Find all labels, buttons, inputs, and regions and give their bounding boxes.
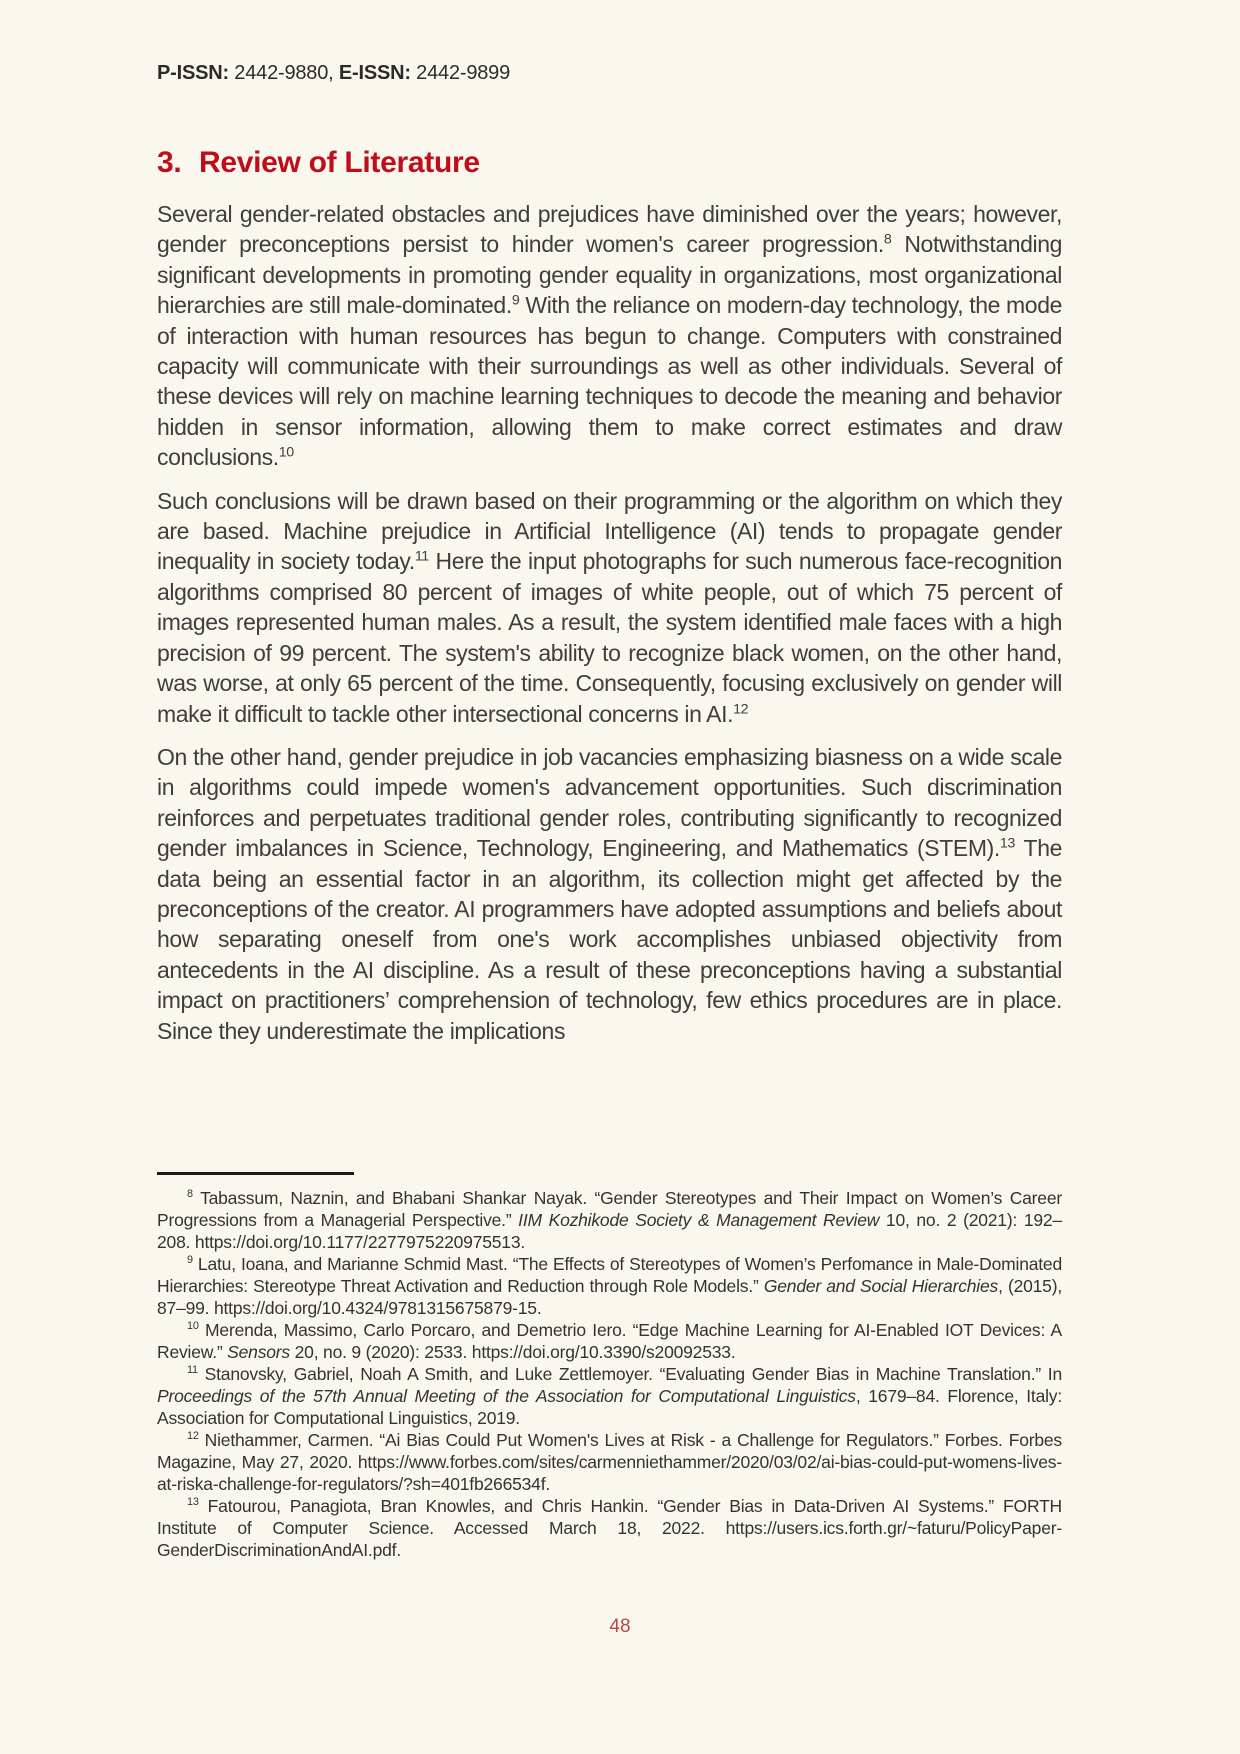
footnotes [157, 1187, 1062, 1561]
paragraph-2: Such conclusions will be drawn based on their programming or the algorithm on which they are based. Machine prejudice in Artificial Intelligence (AI) tends to propagate gender inequality in society today.$^{11}$ Here the input photographs for such numerous face-recognition algorithms comprised 80 percent of images of white people, out of which 75 percent of images represented human males. As a result, the system identified male faces with a high precision of 99 percent. The system's ability to recognize black women, on the other hand, was worse, at only 65 percent of the time. Consequently, focusing exclusively on gender will make it difficult to tackle other intersectional concerns in AI.$^{12}$ [157, 487, 1062, 727]
paragraph-3: On the other hand, gender prejudice in job vacancies emphasizing biasness on a wide scale in algorithms could impede women's advancement opportunities. Such discrimination reinforces and perpetuates traditional gender roles, contributing significantly to recognized gender imbalances in Science, Technology, Engineering, and Mathematics (STEM).$^{13}$ The data being an essential factor in an algorithm, its collection might get affected by the preconceptions of the creator. AI programmers have adopted assumptions and beliefs about how separating oneself from one's work accomplishes unbiased objectivity from antecedents in the AI discipline. As a result of these preconceptions having a substantial impact on practitioners’ comprehension of technology, few ethics procedures are in place. Since they underestimate the implications [157, 743, 1062, 1044]
footnote-12: $^{12}$ Niethammer, Carmen. “Ai Bias Could Put Women's Lives at Risk - a Challenge for Regulators.” Forbes. Forbes Magazine, May 27, 2020. https://www.forbes.com/sites/carmenniethammer/2020/03/02/ai-bias-could-put-womens-lives-at-riska-challenge-for-regulators/?sh=401fb266534f. [157, 1430, 1062, 1494]
section-title: Review of Literature [199, 146, 480, 179]
paragraph-1: Several gender-related obstacles and prejudices have diminished over the years; however, gender preconceptions persist to hinder women's career progression.$^8$ Notwithstanding significant developments in promoting gender equality in organizations, most organizational hierarchies are still male-dominated.$^9$ With the reliance on modern-day technology, the mode of interaction with human resources has begun to change. Computers with constrained capacity will communicate with their surroundings as well as other individuals. Several of these devices will rely on machine learning techniques to decode the meaning and behavior hidden in sensor information, allowing them to make correct estimates and draw conclusions.$^{10}$ [157, 201, 1062, 471]
footnote-10: $^{10}$ Merenda, Massimo, Carlo Porcaro, and Demetrio Iero. “Edge Machine Learning for AI-Enabled IOT Devices: A Review.” Sensors 20, no. 9 (2020): 2533. https://doi.org/10.3390/s20092533. [157, 1320, 1062, 1362]
page-number: 48 [609, 1616, 631, 1637]
footnote-8: $^8$ Tabassum, Naznin, and Bhabani Shankar Nayak. “Gender Stereotypes and Their Impact on Women’s Career Progressions from a Managerial Perspective.” IIM Kozhikode Society & Management Review 10, no. 2 (2021): 192–208. https://doi.org/10.1177/2277975220975513. [157, 1188, 1062, 1252]
footnote-separator [157, 1172, 354, 1175]
footnote-13: $^{13}$ Fatourou, Panagiota, Bran Knowles, and Chris Hankin. “Gender Bias in Data-Driven AI Systems.” FORTH Institute of Computer Science. Accessed March 18, 2022. https://users.ics.forth.gr/~faturu/PolicyPaper-GenderDiscriminationAndAI.pdf. [157, 1496, 1062, 1560]
issn-header: P-ISSN: 2442-9880, E-ISSN: 2442-9899 [157, 62, 511, 84]
body-text [157, 199, 1062, 1046]
section-heading [157, 146, 480, 180]
footnote-11: $^{11}$ Stanovsky, Gabriel, Noah A Smith, and Luke Zettlemoyer. “Evaluating Gender Bias in Machine Translation.” In Proceedings of the 57th Annual Meeting of the Association for Computational Linguistics, 1679–84. Florence, Italy: Association for Computational Linguistics, 2019. [157, 1364, 1063, 1428]
footnote-9: $^9$ Latu, Ioana, and Marianne Schmid Mast. “The Effects of Stereotypes of Women’s Perfomance in Male-Dominated Hierarchies: Stereotype Threat Activation and Reduction through Role Models.” Gender and Social Hierarchies, (2015), 87–99. https://doi.org/10.4324/9781315675879-15. [157, 1254, 1062, 1318]
section-number: 3. [157, 146, 182, 179]
